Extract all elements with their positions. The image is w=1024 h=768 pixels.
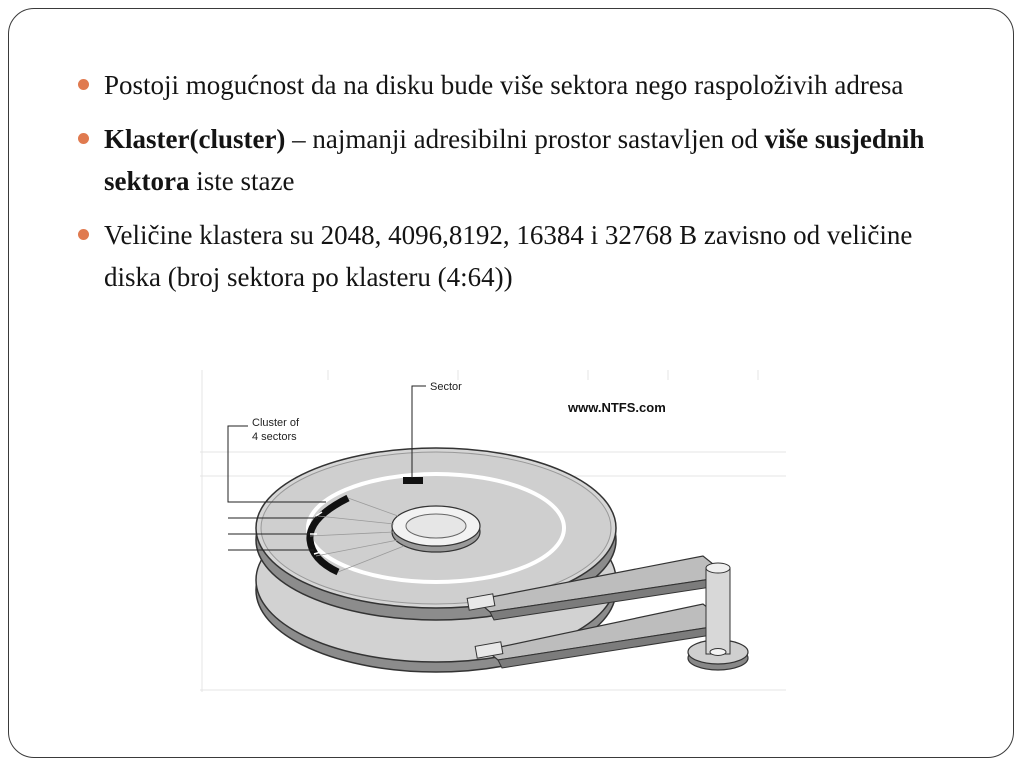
ntfs-brand-text: www.NTFS.com bbox=[568, 400, 666, 415]
bullet-item-cluster-sizes bbox=[78, 214, 958, 298]
bullet-item-cluster-definition bbox=[78, 118, 958, 202]
term-cluster: Klaster(cluster) bbox=[104, 124, 286, 154]
hard-disk-diagram bbox=[198, 368, 788, 694]
bullet-dot-icon bbox=[78, 133, 89, 144]
hard-disk-illustration bbox=[198, 368, 788, 694]
bullet-dot-icon bbox=[78, 229, 89, 240]
bullet-dot-icon bbox=[78, 79, 89, 90]
sector-label: Sector bbox=[430, 381, 462, 393]
bullet-text: – najmanji adresibilni prostor sastavljen od bbox=[285, 124, 765, 154]
bullet-text: Veličine klastera su 2048, 4096,8192, 16384 i 32768 B zavisno od veličine diska (broj sektora po klasteru (4:64)) bbox=[104, 220, 913, 292]
emphasis-adjacent-sectors: više susjednih sektora bbox=[104, 124, 925, 196]
bullet-text: Postoji mogućnost da na disku bude više sektora nego raspoloživih adresa bbox=[104, 70, 904, 100]
bullet-item-sector-count bbox=[78, 64, 958, 106]
bullet-text: iste staze bbox=[189, 166, 295, 196]
sector-mark bbox=[403, 477, 423, 484]
cluster-label-line2: 4 sectors bbox=[252, 431, 297, 443]
cluster-label-line1: Cluster of bbox=[252, 417, 300, 429]
bullet-list bbox=[78, 64, 958, 310]
